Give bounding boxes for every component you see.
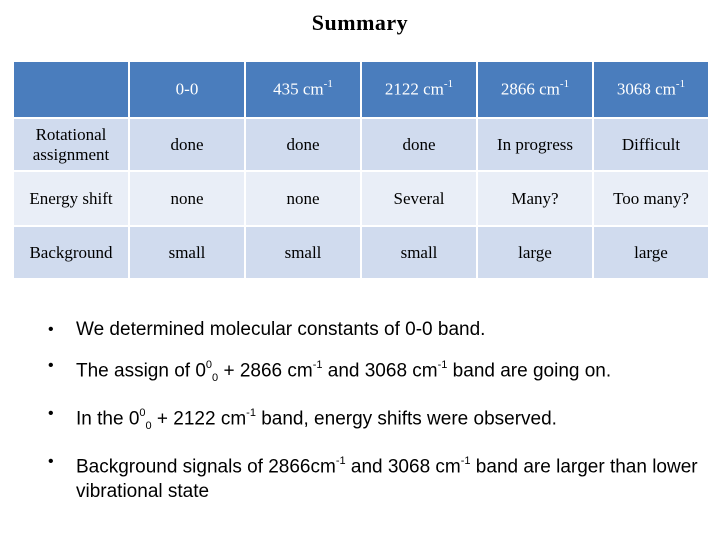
table-cell: Too many?: [593, 171, 709, 226]
table-cell: small: [361, 226, 477, 279]
bullet-item: [48, 450, 706, 503]
table-cell: Difficult: [593, 118, 709, 171]
table-cell: In progress: [477, 118, 593, 171]
row-label: Energy shift: [13, 171, 129, 226]
table-cell: none: [129, 171, 245, 226]
table-row: [13, 171, 709, 226]
table-cell: large: [477, 226, 593, 279]
column-header: 0-0: [129, 61, 245, 118]
table-cell: none: [245, 171, 361, 226]
table-cell: done: [361, 118, 477, 171]
bullet-item: [48, 402, 706, 438]
bullet-text: In the $0^0_0 + 2122$ $cm^{-1}$ band, energy shifts were observed.: [76, 407, 557, 433]
bullet-list: [48, 318, 706, 516]
row-label: Rotational assignment: [13, 118, 129, 171]
header-corner: [13, 61, 129, 118]
bullet-dot: •: [48, 321, 54, 338]
table-cell: done: [245, 118, 361, 171]
table-cell: Many?: [477, 171, 593, 226]
bullet-dot: •: [48, 453, 54, 471]
table-cell: done: [129, 118, 245, 171]
bullet-dot: •: [48, 357, 54, 374]
column-header: 2122 $cm^{-1}$: [361, 61, 477, 118]
summary-table: [12, 60, 710, 280]
bullet-text: The assign of $0^0_0 + 2866$ $cm^{-1}$ and 3068 $cm^{-1}$ band are going on.: [76, 359, 612, 385]
bullet-item: [48, 318, 706, 342]
column-header: 2866 $cm^{-1}$: [477, 61, 593, 118]
page-title: Summary: [311, 10, 409, 35]
table-cell: large: [593, 226, 709, 279]
table-cell: small: [129, 226, 245, 279]
bullet-dot: •: [48, 405, 54, 423]
column-header: 3068 $cm^{-1}$: [593, 61, 709, 118]
table-row: [13, 118, 709, 171]
table-cell: small: [245, 226, 361, 279]
table-header-row: [13, 61, 709, 118]
table-row: [13, 226, 709, 279]
column-header: 435 $cm^{-1}$: [245, 61, 361, 118]
bullet-item: [48, 354, 706, 390]
bullet-text: We determined molecular constants of 0-0 band.: [76, 319, 486, 340]
table-cell: Several: [361, 171, 477, 226]
row-label: Background: [13, 226, 129, 279]
bullet-text: Background signals of $2866cm^{-1}$ and 3068 $cm^{-1}$ band are larger than lower vibrational state: [76, 455, 698, 502]
